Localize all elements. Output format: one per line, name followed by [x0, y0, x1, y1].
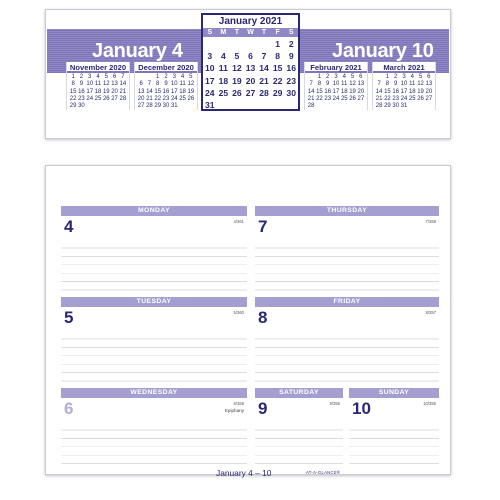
current-month-calendar: [201, 13, 300, 111]
day-block-tuesday: [61, 297, 247, 383]
current-month-day: 2: [288, 39, 294, 49]
current-month-day: 10: [205, 63, 215, 74]
mini-calendar-day: 4: [180, 74, 185, 80]
mini-calendar-day: 11: [94, 81, 102, 88]
current-month-day: 24: [205, 87, 215, 98]
mini-calendar-december: [134, 62, 198, 110]
mini-calendar-title: March 2021: [373, 62, 435, 73]
day-header: SUNDAY: [349, 388, 439, 398]
mini-calendar-title: November 2020: [67, 62, 129, 73]
mini-calendar-day: 25: [94, 95, 102, 102]
mini-calendar-day: 20: [137, 95, 145, 102]
current-month-day: 27: [245, 87, 256, 98]
mini-calendar-day: 31: [400, 103, 408, 110]
mini-calendar-day: 22: [69, 95, 77, 102]
current-month-day: 4: [220, 51, 226, 62]
weekday-letter: T: [234, 29, 240, 36]
mini-calendar-day: 4: [410, 74, 414, 80]
current-month-day: 3: [207, 51, 213, 62]
mini-calendar-day: 29: [384, 103, 391, 110]
mini-calendar-day: 10: [86, 81, 94, 88]
mini-calendar-grid: [305, 73, 367, 110]
mini-calendar-day: 27: [425, 95, 433, 102]
weekly-planner-page: [45, 165, 451, 478]
current-month-day: 9: [288, 51, 294, 62]
day-of-year: 5/360: [233, 310, 244, 315]
mini-calendar-february: [304, 62, 368, 110]
mini-calendar-day: 12: [417, 81, 424, 88]
mini-calendar-day: 24: [400, 95, 408, 102]
mini-calendar-day: 7: [377, 81, 381, 88]
mini-calendar-day: 22: [154, 95, 162, 102]
mini-calendar-day: 26: [417, 95, 424, 102]
mini-calendar-blank: [137, 74, 145, 81]
mini-calendar-day: 15: [316, 88, 323, 95]
current-month-day: 15: [272, 63, 283, 74]
mini-calendar-day: 20: [357, 88, 365, 95]
current-month-day: 23: [286, 75, 296, 86]
mini-calendar-day: 12: [102, 81, 110, 88]
current-month-day: 26: [232, 87, 242, 98]
day-number: 6: [64, 399, 74, 418]
mini-calendar-day: 23: [78, 95, 85, 102]
day-header: MONDAY: [61, 206, 247, 216]
day-block-friday: [255, 297, 439, 383]
current-month-day: 25: [218, 87, 229, 98]
current-month-blank: [257, 38, 271, 50]
mini-calendar-day: 5: [189, 74, 193, 80]
mini-calendar-day: 7: [121, 74, 125, 80]
current-month-day: 6: [248, 51, 253, 62]
day-of-year: 9/356: [329, 401, 340, 406]
mini-calendar-day: 24: [332, 95, 340, 102]
mini-calendar-day: 29: [69, 103, 77, 110]
mini-calendar-march: [372, 62, 436, 110]
current-month-blank: [244, 38, 258, 50]
monthly-reference-strip: [45, 9, 451, 139]
mini-calendar-day: 14: [307, 88, 315, 95]
current-month-day: 28: [259, 87, 269, 98]
day-of-year: 6/359: [233, 401, 244, 406]
mini-calendar-day: 17: [400, 88, 408, 95]
week-start-date: January 4: [92, 40, 183, 62]
current-month-title: January 2021: [218, 16, 283, 27]
mini-calendar-day: 24: [170, 95, 178, 102]
holiday-note: Epiphany: [224, 408, 244, 413]
mini-calendar-grid: [67, 73, 129, 110]
mini-calendar-day: 12: [349, 81, 356, 88]
day-block-wednesday: [61, 388, 247, 464]
mini-calendar-day: 5: [418, 74, 423, 80]
mini-calendar-day: 23: [392, 95, 400, 102]
mini-calendar-day: 17: [86, 88, 94, 95]
mini-calendar-day: 8: [71, 81, 75, 88]
mini-calendar-day: 20: [111, 88, 118, 95]
mini-calendar-day: 15: [69, 88, 77, 95]
mini-calendar-day: 24: [86, 95, 94, 102]
mini-calendar-day: 4: [96, 74, 100, 80]
day-number: 10: [352, 399, 371, 418]
mini-calendar-day: 13: [357, 81, 365, 88]
current-month-day: 22: [272, 75, 283, 86]
current-month-blank: [230, 38, 244, 50]
current-month-day: 5: [234, 51, 240, 62]
mini-calendar-day: 10: [400, 81, 408, 88]
mini-calendar-day: 3: [172, 74, 176, 80]
mini-calendar-day: 7: [147, 81, 152, 88]
mini-calendar-day: 1: [156, 74, 160, 80]
mini-calendar-day: 9: [164, 81, 168, 88]
mini-calendar-day: 30: [392, 103, 400, 110]
mini-calendar-day: 3: [402, 74, 406, 80]
mini-calendar-day: 16: [324, 88, 332, 95]
mini-calendar-day: 8: [317, 81, 322, 88]
mini-calendar-november: [66, 62, 130, 110]
week-range-label: January 4 – 10: [216, 468, 272, 478]
current-month-day: 19: [232, 75, 242, 86]
mini-calendar-day: 26: [349, 95, 356, 102]
mini-calendar-day: 10: [170, 81, 178, 88]
mini-calendar-day: 18: [340, 88, 348, 95]
mini-calendar-day: 22: [384, 95, 391, 102]
day-of-year: 7/358: [425, 219, 436, 224]
day-number: 4: [64, 217, 74, 236]
mini-calendar-day: 27: [111, 95, 118, 102]
weekday-letter: T: [261, 29, 267, 36]
mini-calendar-day: 18: [94, 88, 102, 95]
day-number: 5: [64, 308, 74, 327]
mini-calendar-title: December 2020: [135, 62, 197, 73]
current-month-day: 1: [275, 39, 281, 49]
day-block-monday: [61, 206, 247, 292]
day-header: THURSDAY: [255, 206, 439, 216]
current-month-grid: [203, 37, 298, 111]
mini-calendar-day: 5: [104, 74, 108, 80]
day-of-year: 10/355: [423, 401, 436, 406]
mini-calendar-blank: [375, 74, 383, 81]
mini-calendar-day: 19: [102, 88, 110, 95]
weekday-header-row: [203, 28, 298, 37]
mini-calendar-blank: [145, 74, 153, 81]
mini-calendar-day: 28: [307, 103, 315, 110]
mini-calendar-day: 15: [154, 88, 162, 95]
day-header: WEDNESDAY: [61, 388, 247, 398]
current-month-day: 14: [259, 63, 269, 74]
mini-calendar-day: 10: [332, 81, 340, 88]
current-month-day: 11: [218, 63, 228, 74]
mini-calendar-day: 1: [71, 74, 75, 80]
mini-calendar-day: 5: [350, 74, 355, 80]
day-header: FRIDAY: [255, 297, 439, 307]
day-number: 7: [258, 217, 268, 236]
mini-calendar-day: 2: [394, 74, 398, 80]
day-block-thursday: [255, 206, 439, 292]
mini-calendar-day: 21: [307, 95, 315, 102]
mini-calendar-day: 25: [340, 95, 348, 102]
mini-calendar-day: 27: [357, 95, 365, 102]
day-of-year: 4/361: [233, 219, 244, 224]
mini-calendar-day: 16: [78, 88, 85, 95]
mini-calendar-day: 1: [385, 74, 390, 80]
mini-calendar-day: 23: [324, 95, 332, 102]
mini-calendar-day: 9: [394, 81, 398, 88]
week-end-date: January 10: [332, 40, 434, 62]
mini-calendar-day: 8: [156, 81, 160, 88]
day-header: TUESDAY: [61, 297, 247, 307]
day-of-year: 8/357: [425, 310, 436, 315]
mini-calendar-blank: [307, 74, 315, 81]
current-month-day: 17: [205, 75, 215, 86]
day-block-saturday: [255, 388, 343, 464]
mini-calendar-day: 15: [384, 88, 391, 95]
mini-calendar-day: 25: [408, 95, 416, 102]
mini-calendar-day: 19: [417, 88, 424, 95]
mini-calendar-day: 22: [316, 95, 323, 102]
current-month-blank: [217, 38, 231, 50]
mini-calendar-day: 6: [359, 74, 363, 80]
mini-calendar-day: 17: [332, 88, 340, 95]
current-month-day: 29: [272, 87, 283, 98]
mini-calendar-day: 18: [408, 88, 416, 95]
current-month-blank: [203, 38, 217, 50]
mini-calendar-day: 16: [162, 88, 170, 95]
current-month-day: 16: [286, 63, 296, 74]
mini-calendar-day: 26: [187, 95, 195, 102]
weekday-letter: M: [220, 29, 227, 36]
mini-calendar-day: 31: [170, 103, 178, 110]
mini-calendar-day: 21: [119, 88, 127, 95]
mini-calendar-day: 19: [187, 88, 195, 95]
mini-calendar-day: 21: [146, 95, 153, 102]
mini-calendar-day: 30: [78, 103, 85, 110]
mini-calendar-day: 19: [349, 88, 356, 95]
day-number: 8: [258, 308, 268, 327]
mini-calendar-day: 27: [137, 103, 145, 110]
current-month-day: 8: [275, 51, 281, 62]
current-month-day: 31: [205, 99, 215, 110]
current-month-day: 12: [232, 63, 242, 74]
mini-calendar-day: 14: [119, 81, 127, 88]
mini-calendar-day: 8: [385, 81, 390, 88]
current-month-day: 20: [245, 75, 256, 86]
mini-calendar-day: 11: [341, 81, 348, 88]
weekday-letter: S: [288, 29, 294, 36]
mini-calendar-grid: [373, 73, 435, 110]
current-month-day: 30: [286, 87, 296, 98]
mini-calendar-day: 20: [425, 88, 433, 95]
day-header: SATURDAY: [255, 388, 343, 398]
mini-calendar-day: 6: [427, 74, 431, 80]
mini-calendar-day: 9: [326, 81, 330, 88]
brand-logo: AT-A-GLANCE®: [306, 470, 341, 475]
mini-calendar-day: 13: [425, 81, 433, 88]
current-month-day: 13: [245, 63, 256, 74]
mini-calendar-day: 17: [170, 88, 178, 95]
mini-calendar-day: 28: [375, 103, 383, 110]
weekday-letter: S: [207, 29, 213, 36]
mini-calendar-day: 7: [309, 81, 313, 88]
mini-calendar-day: 13: [111, 81, 118, 88]
current-month-day: 18: [218, 75, 229, 86]
mini-calendar-day: 14: [375, 88, 383, 95]
mini-calendar-day: 21: [375, 95, 383, 102]
mini-calendar-day: 11: [409, 81, 416, 88]
mini-calendar-day: 30: [162, 103, 170, 110]
mini-calendar-day: 9: [79, 81, 84, 88]
mini-calendar-day: 6: [139, 81, 143, 88]
mini-calendar-title: February 2021: [305, 62, 367, 73]
mini-calendar-day: 2: [79, 74, 84, 80]
mini-calendar-day: 16: [392, 88, 400, 95]
mini-calendar-day: 2: [326, 74, 330, 80]
mini-calendar-day: 3: [334, 74, 338, 80]
mini-calendar-day: 28: [146, 103, 153, 110]
mini-calendar-day: 29: [154, 103, 162, 110]
day-number: 9: [258, 399, 268, 418]
mini-calendar-day: 13: [137, 88, 145, 95]
mini-calendar-day: 1: [317, 74, 322, 80]
mini-calendar-day: 18: [179, 88, 186, 95]
weekday-letter: W: [247, 29, 254, 36]
mini-calendar-day: 25: [179, 95, 186, 102]
mini-calendar-day: 3: [88, 74, 92, 80]
mini-calendar-day: 14: [146, 88, 153, 95]
day-block-sunday: [349, 388, 439, 464]
mini-calendar-day: 28: [119, 95, 127, 102]
current-month-day: 21: [259, 75, 269, 86]
mini-calendar-day: 2: [164, 74, 168, 80]
mini-calendar-grid: [135, 73, 197, 110]
mini-calendar-day: 11: [179, 81, 186, 88]
mini-calendar-day: 6: [112, 74, 117, 80]
mini-calendar-day: 12: [187, 81, 195, 88]
mini-calendar-day: 4: [342, 74, 346, 80]
current-month-day: 7: [261, 51, 267, 62]
mini-calendar-day: 23: [162, 95, 170, 102]
weekday-letter: F: [275, 29, 280, 36]
mini-calendar-day: 26: [102, 95, 110, 102]
